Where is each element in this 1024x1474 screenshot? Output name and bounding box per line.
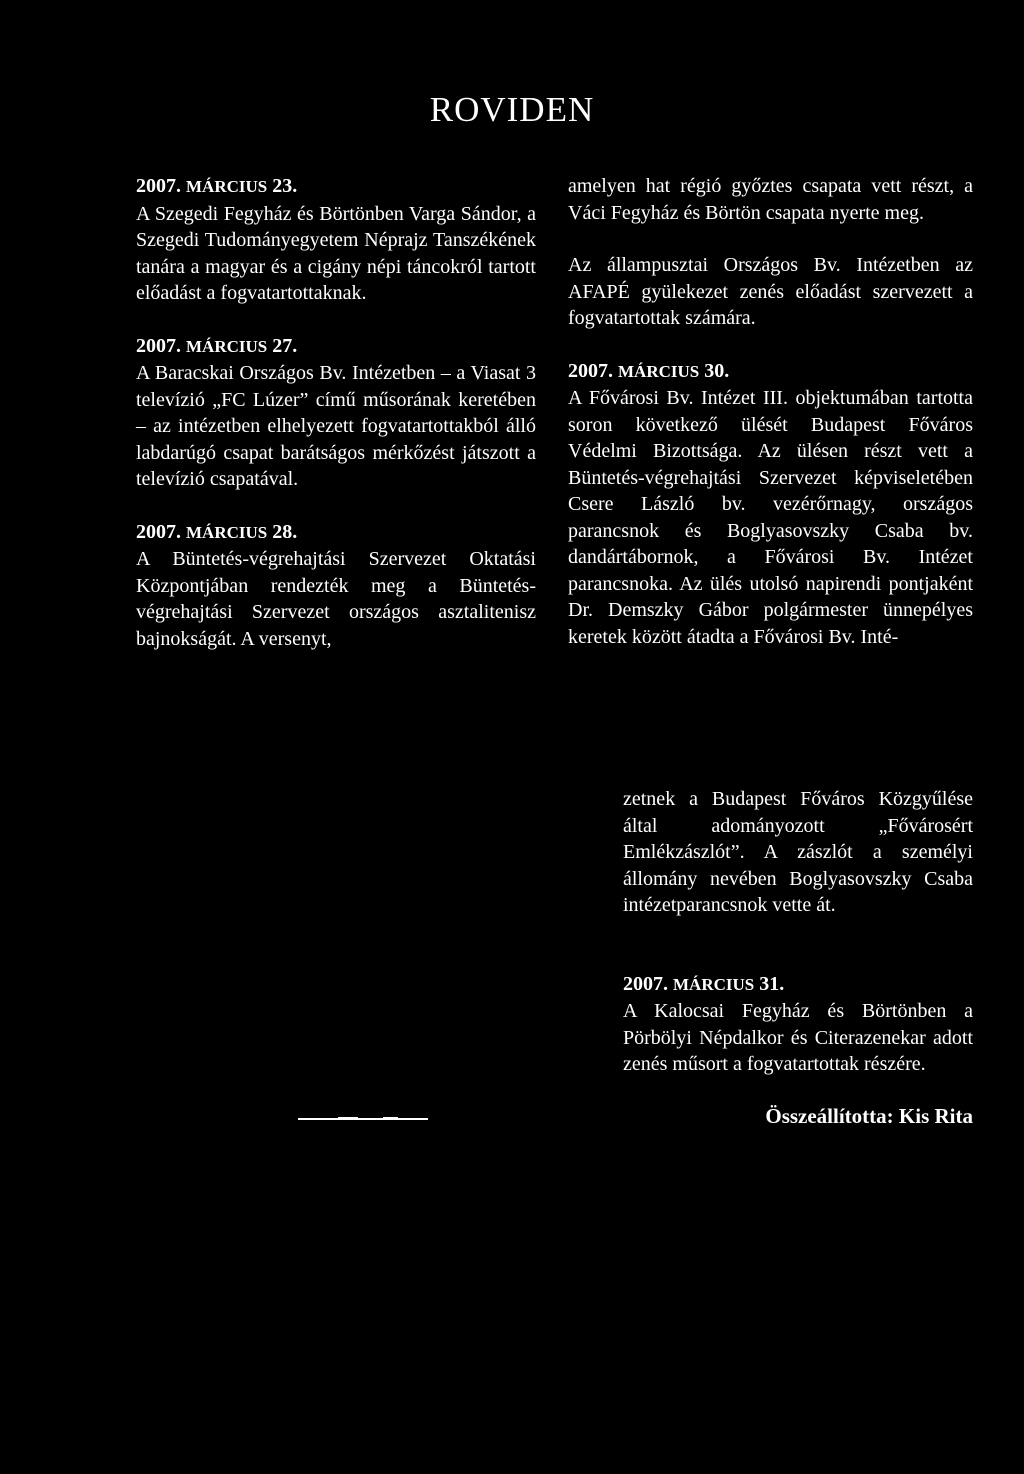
news-entry	[136, 333, 536, 493]
news-entry	[136, 519, 536, 653]
entry-text: A Szegedi Fegyház és Börtönben Varga Sándor, a Szegedi Tudományegyetem Néprajz Tanszékének tanára a magyar és a cigány népi táncokról tartott előadást a fogvatartottaknak.	[136, 202, 536, 304]
entry-date: 2007. MÁRCIUS 23.	[136, 175, 298, 197]
page-title: ROVIDEN	[429, 90, 595, 129]
decorative-rule-icon	[298, 1117, 428, 1121]
entry-text: A Baracskai Országos Bv. Intézetben – a Viasat 3 televízió „FC Lúzer” című műsorának keretében – az intézetben elhelyezett fogvatartottakból álló labdarúgó csapat barátságos mérkőzést játszott a televízió csapatával.	[136, 362, 536, 490]
news-entry	[568, 252, 973, 332]
news-entry	[623, 971, 973, 1078]
left-column	[136, 173, 536, 678]
entry-date: 2007. MÁRCIUS 31.	[623, 972, 785, 995]
entry-text: A Büntetés-végrehajtási Szervezet Oktatási Központjában rendezték meg a Büntetés-végrehajtási Szervezet országos asztalitenisz bajnokságát. A versenyt,	[136, 548, 536, 650]
news-entry-continued	[623, 786, 973, 919]
entry-text: amelyen hat régió győztes csapata vett részt, a Váci Fegyház és Börtön csapata nyerte meg.	[568, 175, 973, 224]
right-indented-column	[623, 786, 973, 1104]
entry-text: zetnek a Budapest Főváros Közgyűlése által adományozott „Fővárosért Emlékzászlót”. A zászlót a személyi állomány nevében Boglyasovszky Csaba intézetparancsnok vette át.	[623, 788, 973, 916]
compiled-by-credit: Összeállította: Kis Rita	[765, 1104, 973, 1128]
entry-text: A Kalocsai Fegyház és Börtönben a Pörbölyi Népdalkor és Citerazenekar adott zenés műsort a fogvatartottak részére.	[623, 1000, 973, 1075]
news-entry-continued	[568, 173, 973, 226]
entry-text: Az állampusztai Országos Bv. Intézetben az AFAPÉ gyülekezet zenés előadást szervezett a fogvatartottak számára.	[568, 254, 973, 329]
right-column	[568, 173, 973, 676]
news-entry	[136, 173, 536, 307]
entry-date: 2007. MÁRCIUS 27.	[136, 334, 298, 357]
entry-date: 2007. MÁRCIUS 28.	[136, 520, 298, 543]
news-entry	[568, 358, 973, 651]
entry-text: A Fővárosi Bv. Intézet III. objektumában tartotta soron következő ülését Budapest Főváros Védelmi Bizottsága. Az ülésen részt vett a Büntetés-végrehajtási Szervezet képviseletében Csere László bv. vezérőrnagy, országos parancsnok és Boglyasovszky Csaba bv. dandártábornok, a Fővárosi Bv. Intézet parancsnoka. Az ülés utolsó napirendi pontjaként Dr. Demszky Gábor polgármester ünnepélyes keretek között átadta a Fővárosi Bv. Inté-	[568, 387, 973, 648]
entry-date: 2007. MÁRCIUS 30.	[568, 359, 730, 382]
